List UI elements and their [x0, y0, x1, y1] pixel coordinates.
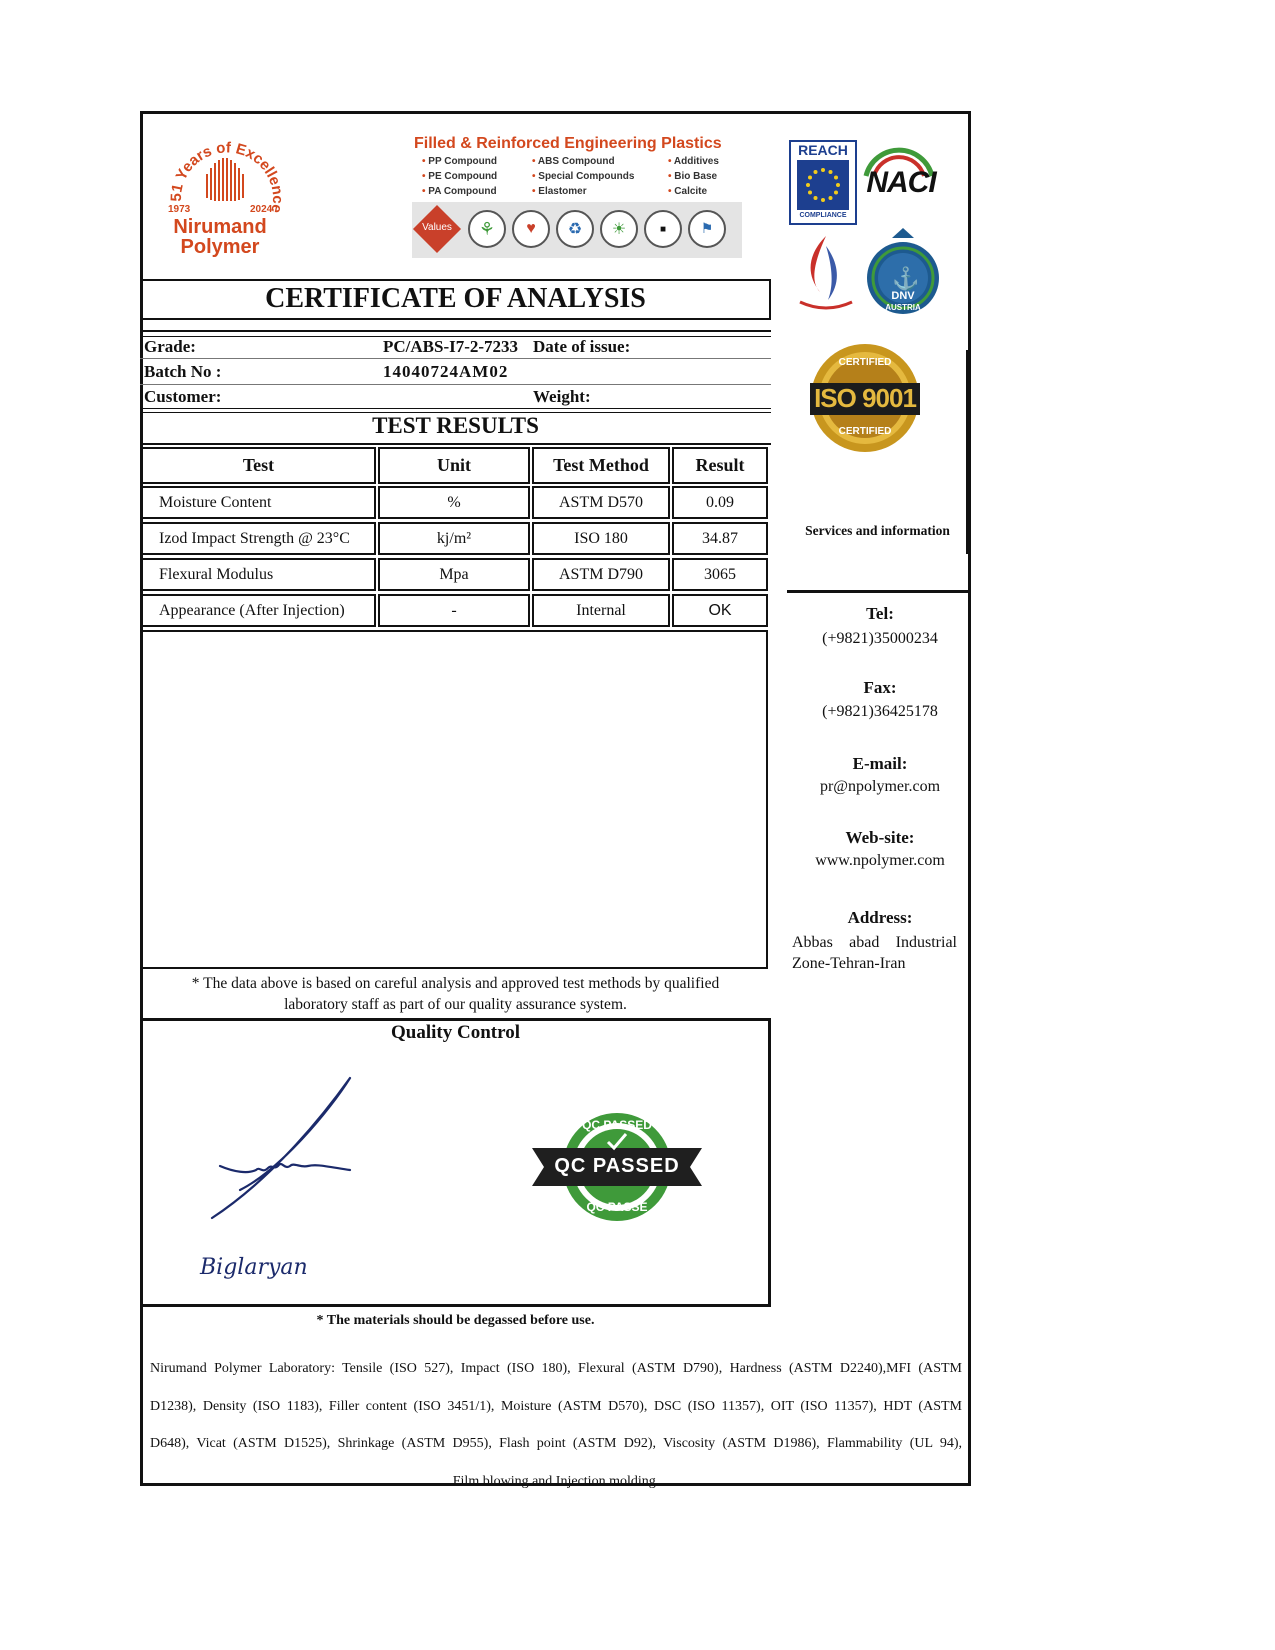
- table-cell-test: Izod Impact Strength @ 23°C: [141, 522, 376, 555]
- table-cell-result: 34.87: [672, 522, 768, 555]
- page-title: CERTIFICATE OF ANALYSIS: [265, 283, 646, 314]
- logo-arc-text: 51 Years of Excellence: [167, 139, 287, 215]
- stamp-bottom-text: QC PASSE: [586, 1200, 648, 1214]
- svg-text:⚓: ⚓: [892, 266, 920, 291]
- table-cell-test: Appearance (After Injection): [141, 594, 376, 627]
- disclaimer-line: * The data above is based on careful analysis and approved test methods by qualified: [191, 975, 720, 992]
- divider: [140, 384, 771, 385]
- results-title: TEST RESULTS: [372, 413, 539, 438]
- batch-value: 14040724AM02: [383, 362, 509, 381]
- grade-value: PC/ABS-I7-2-7233: [383, 337, 519, 356]
- address-line: Abbas abad Industrial: [792, 934, 957, 951]
- product-item: • Special Compounds: [532, 171, 634, 182]
- table-cell-method: ASTM D570: [532, 486, 670, 519]
- qc-passed-stamp: [532, 1110, 702, 1224]
- reach-title: REACH: [798, 142, 848, 158]
- product-item: • Bio Base: [668, 171, 717, 182]
- table-cell-test: Moisture Content: [141, 486, 376, 519]
- services-heading: Services and information: [805, 523, 950, 538]
- lab-text-line: D648), Vicat (ASTM D1525), Shrinkage (ASTM D955), Flash point (ASTM D92), Viscosity (ASTM D1986), Flammability (UL 94),: [150, 1436, 962, 1451]
- product-item: • PP Compound: [422, 156, 497, 167]
- divider: [140, 443, 771, 445]
- product-item: • Elastomer: [532, 186, 587, 197]
- customer-label: Customer:: [144, 387, 222, 406]
- table-cell-method: ASTM D790: [532, 558, 670, 591]
- bulb-icon: ☀: [600, 210, 638, 248]
- industry-award-logo: [790, 232, 862, 322]
- values-label: Values: [422, 222, 452, 233]
- table-cell-test: Flexural Modulus: [141, 558, 376, 591]
- weight-label: Weight:: [533, 387, 591, 406]
- reach-logo: [789, 140, 857, 225]
- iso-9001-badge: [810, 343, 920, 453]
- values-strip: [412, 202, 742, 258]
- table-cell-unit: kj/m²: [378, 522, 530, 555]
- logo-name-line2: Polymer: [180, 236, 260, 258]
- product-item: • Calcite: [668, 186, 707, 197]
- naci-title: NACI: [866, 166, 936, 199]
- naci-logo: [858, 138, 940, 223]
- tel-value[interactable]: (+9821)35000234: [822, 630, 938, 647]
- web-label: Web-site:: [845, 828, 915, 847]
- address-label: Address:: [847, 908, 913, 927]
- iso-top-text: CERTIFIED: [838, 357, 892, 368]
- fax-value: (+9821)36425178: [822, 703, 938, 720]
- table-cell-result: 3065: [672, 558, 768, 591]
- tel-label: Tel:: [866, 604, 894, 623]
- email-label: E-mail:: [852, 754, 908, 773]
- table-header-method: Test Method: [532, 447, 670, 484]
- eu-stars-icon: [797, 160, 849, 210]
- heart-hands-icon: ♥: [512, 210, 550, 248]
- table-cell-unit: %: [378, 486, 530, 519]
- table-cell-result: 0.09: [672, 486, 768, 519]
- batch-label: Batch No :: [144, 362, 222, 381]
- table-cell-method: Internal: [532, 594, 670, 627]
- sidebar-divider: [966, 350, 968, 554]
- product-item: • PE Compound: [422, 171, 497, 182]
- table-header-test: Test: [141, 447, 376, 484]
- sidebar-divider: [787, 590, 969, 593]
- address-line: Zone-Tehran-Iran: [792, 955, 906, 972]
- lab-capabilities-text: [150, 1350, 962, 1500]
- lab-text-line: Nirumand Polymer Laboratory: Tensile (ISO 527), Impact (ISO 180), Flexural (ASTM D790), Hardness (ASTM D2240),MFI (ASTM: [150, 1361, 962, 1376]
- table-empty-area: [141, 630, 768, 969]
- divider: [140, 330, 771, 337]
- reach-subtitle: COMPLIANCE: [799, 212, 847, 219]
- iso-main-text: ISO 9001: [814, 383, 916, 413]
- disclaimer-line: laboratory staff as part of our quality assurance system.: [284, 996, 627, 1013]
- dnv-logo: [864, 226, 942, 324]
- product-item: • ABS Compound: [532, 156, 615, 167]
- table-cell-result: OK: [672, 594, 768, 627]
- logo-year-end: 2024: [250, 204, 273, 215]
- naci-small-icon: ■: [644, 210, 682, 248]
- fax-label: Fax:: [863, 678, 897, 697]
- signature-image: [200, 1070, 360, 1220]
- logo-name-line1: Nirumand: [173, 216, 267, 238]
- product-item: • PA Compound: [422, 186, 497, 197]
- degas-note: * The materials should be degassed before use.: [316, 1313, 595, 1328]
- brand-headline: Filled & Reinforced Engineering Plastics: [414, 135, 722, 152]
- stamp-main-text: QC PASSED: [554, 1155, 680, 1177]
- dnv-subtitle: AUSTRIA: [885, 303, 921, 312]
- leaf-icon: ⚘: [468, 210, 506, 248]
- table-cell-unit: Mpa: [378, 558, 530, 591]
- certificate-small-icon: ⚑: [688, 210, 726, 248]
- lab-text-line: D1238), Density (ISO 1183), Filler content (ISO 3451/1), Moisture (ASTM D570), DSC (ISO 11357), OIT (ISO 11357), HDT (ASTM: [150, 1398, 962, 1414]
- table-header-result: Result: [672, 447, 768, 484]
- recycle-icon: ♻: [556, 210, 594, 248]
- email-link[interactable]: pr@npolymer.com: [819, 778, 941, 795]
- qc-title: Quality Control: [391, 1022, 520, 1043]
- logo-year-start: 1973: [168, 204, 191, 215]
- disclaimer-text: [140, 973, 771, 1015]
- signer-name: Biglaryan: [200, 1255, 308, 1280]
- grade-label: Grade:: [144, 337, 196, 356]
- website-link[interactable]: www.npolymer.com: [815, 852, 945, 869]
- divider: [140, 358, 771, 359]
- date-label: Date of issue:: [533, 337, 631, 356]
- lab-text-line: Film blowing and Injection molding.: [452, 1473, 660, 1489]
- company-logo: [160, 128, 290, 263]
- table-header-unit: Unit: [378, 447, 530, 484]
- iso-bottom-text: CERTIFIED: [838, 426, 892, 437]
- address-value: [792, 932, 957, 974]
- stamp-top-text: QC PASSED: [582, 1118, 652, 1132]
- product-item: • Additives: [668, 156, 719, 167]
- dnv-title: DNV: [891, 290, 915, 302]
- table-cell-unit: -: [378, 594, 530, 627]
- table-cell-method: ISO 180: [532, 522, 670, 555]
